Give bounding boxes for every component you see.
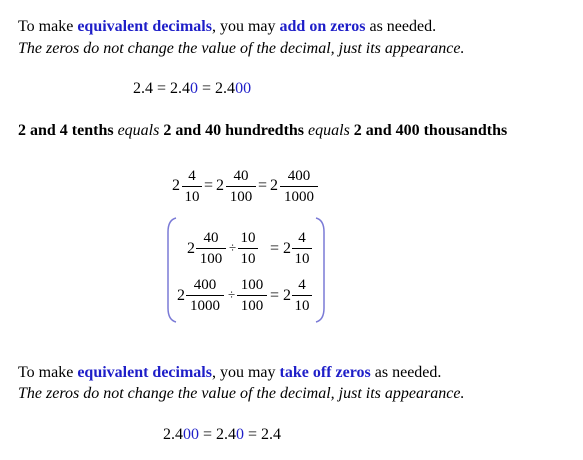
word-hundredths: 2 and 40 hundredths (163, 122, 305, 139)
divide-sign: ÷ (229, 240, 237, 255)
fraction-40-100 (226, 167, 256, 206)
words-equivalence-line (18, 122, 507, 140)
right-bracket (316, 218, 324, 322)
fraction-bar (226, 186, 256, 187)
whole-number: 2 (283, 287, 291, 304)
fraction-4-10 (292, 276, 312, 315)
numerator: 400 (287, 168, 311, 184)
left-bracket (168, 218, 176, 322)
numerator: 100 (240, 277, 264, 293)
numerator: 4 (298, 277, 306, 293)
fraction-bar (292, 295, 312, 296)
note-line-remove: The zeros do not change the value of the decimal, just its appearance. (18, 385, 465, 402)
whole-number: 2 (216, 177, 224, 194)
equivalent-decimals-term: equivalent decimals (77, 364, 212, 381)
eq-added-zero: 0 (190, 80, 199, 97)
eq-part: = 2.4 (244, 426, 282, 443)
numerator: 10 (240, 230, 256, 246)
intro-text: , you may (211, 364, 280, 381)
fraction-bar (196, 248, 226, 249)
whole-number: 2 (187, 240, 195, 257)
eq-part: = 2.4 (199, 426, 237, 443)
numerator: 4 (188, 168, 196, 184)
denominator: 10 (294, 251, 310, 267)
fraction-4-10 (292, 229, 312, 268)
fraction-bar (280, 186, 318, 187)
note-line-add: The zeros do not change the value of the decimal, just its appearance. (18, 40, 465, 57)
denominator: 1000 (190, 298, 220, 314)
numerator: 40 (203, 230, 219, 246)
word-equals: equals (113, 122, 164, 139)
fraction-400-1000 (280, 167, 318, 206)
fraction-bar (237, 295, 267, 296)
intro-line-remove (18, 364, 441, 382)
divide-sign: ÷ (228, 287, 236, 302)
numerator: 4 (298, 230, 306, 246)
whole-number: 2 (172, 177, 180, 194)
fraction-10-10 (238, 229, 258, 268)
numerator: 400 (193, 277, 217, 293)
denominator: 100 (229, 189, 253, 205)
fraction-bar (182, 186, 202, 187)
whole-number: 2 (177, 287, 185, 304)
intro-text: as needed. (365, 18, 437, 35)
eq-removable-zeros: 00 (183, 426, 199, 443)
denominator: 10 (184, 189, 200, 205)
numerator: 40 (233, 168, 249, 184)
add-zeros-term: add on zeros (279, 18, 366, 35)
intro-text: To make (18, 18, 78, 35)
eq-part: = 2.4 (198, 80, 236, 97)
fraction-40-100 (196, 229, 226, 268)
equals-sign: = (270, 240, 280, 257)
equation-add-zeros (133, 80, 251, 98)
eq-part: 2.4 = 2.4 (133, 80, 191, 97)
equation-remove-zeros (163, 426, 281, 444)
eq-removable-zero: 0 (236, 426, 245, 443)
fraction-bar (238, 248, 258, 249)
whole-number: 2 (270, 177, 278, 194)
whole-number: 2 (283, 240, 291, 257)
fraction-400-1000 (186, 276, 224, 315)
equals-sign: = (204, 177, 214, 194)
word-equals: equals (304, 122, 354, 139)
fraction-bar (292, 248, 312, 249)
denominator: 100 (240, 298, 264, 314)
denominator: 10 (294, 298, 310, 314)
equivalent-decimals-term: equivalent decimals (77, 18, 212, 35)
word-thousandths: 2 and 400 thousandths (353, 122, 508, 139)
word-tenths: 2 and 4 tenths (18, 122, 114, 139)
denominator: 10 (240, 251, 256, 267)
intro-text: To make (18, 364, 78, 381)
take-off-zeros-term: take off zeros (279, 364, 371, 381)
fraction-4-10 (182, 167, 202, 206)
intro-text: , you may (211, 18, 280, 35)
denominator: 1000 (284, 189, 314, 205)
intro-text: as needed. (370, 364, 442, 381)
equals-sign: = (258, 177, 268, 194)
fraction-100-100 (237, 276, 267, 315)
equals-sign: = (270, 287, 280, 304)
eq-part: 2.4 (163, 426, 183, 443)
fraction-bar (186, 295, 224, 296)
intro-line-add (18, 18, 436, 36)
denominator: 100 (199, 251, 223, 267)
eq-added-zeros: 00 (235, 80, 252, 97)
